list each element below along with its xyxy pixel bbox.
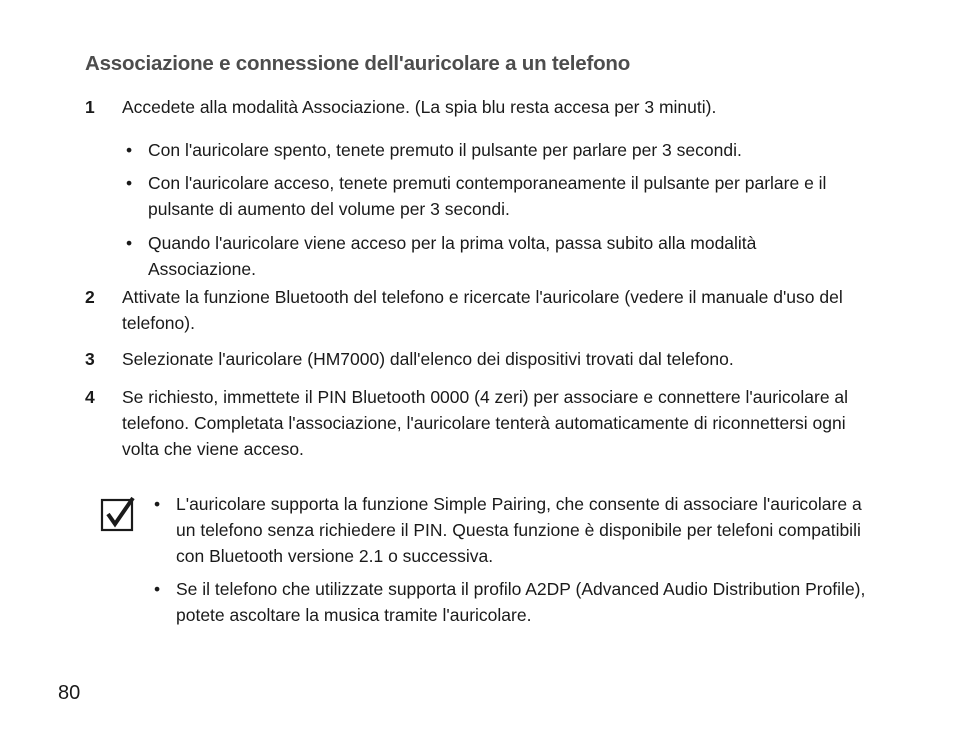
step-text: Se richiesto, immettete il PIN Bluetooth 0000 (4 zeri) per associare e connettere l'auricolare al telefono. Completata l'associazione, l'auricolare tenterà automaticamente di riconnettersi ogni volta che viene acceso. bbox=[122, 387, 849, 459]
step-number: 4 bbox=[85, 387, 95, 407]
step-text: Accedete alla modalità Associazione. (La spia blu resta accesa per 3 minuti). bbox=[122, 97, 717, 117]
note-text: L'auricolare supporta la funzione Simple Pairing, che consente di associare l'auricolare a un telefono senza richiedere il PIN. Questa funzione è disponibile per telefoni compatibili con Bluetooth versione 2.1 o successiva. bbox=[176, 494, 862, 566]
bullet-text: Quando l'auricolare viene acceso per la prima volta, passa subito alla modalità Associazione. bbox=[148, 233, 757, 279]
step-text: Selezionate l'auricolare (HM7000) dall'elenco dei dispositivi trovati dal telefono. bbox=[122, 349, 734, 369]
checkbox-checked-icon bbox=[100, 496, 136, 532]
bullet-text: Con l'auricolare acceso, tenete premuti contemporaneamente il pulsante per parlare e il pulsante di aumento del volume per 3 secondi. bbox=[148, 173, 827, 219]
step-number: 2 bbox=[85, 287, 95, 307]
step-number: 3 bbox=[85, 349, 95, 369]
note-text: Se il telefono che utilizzate supporta il profilo A2DP (Advanced Audio Distribution Profile), potete ascoltare la musica tramite l'auricolare. bbox=[176, 579, 866, 625]
step-number: 1 bbox=[85, 97, 95, 117]
bullet-dot: • bbox=[154, 579, 161, 599]
bullet-dot: • bbox=[126, 233, 133, 253]
step-text: Attivate la funzione Bluetooth del telefono e ricercate l'auricolare (vedere il manuale d'uso del telefono). bbox=[122, 287, 843, 333]
bullet-dot: • bbox=[154, 494, 161, 514]
bullet-dot: • bbox=[126, 173, 133, 193]
bullet-dot: • bbox=[126, 140, 133, 160]
page-number: 80 bbox=[58, 682, 81, 704]
section-heading: Associazione e connessione dell'auricolare a un telefono bbox=[85, 52, 631, 75]
bullet-text: Con l'auricolare spento, tenete premuto il pulsante per parlare per 3 secondi. bbox=[148, 140, 742, 160]
